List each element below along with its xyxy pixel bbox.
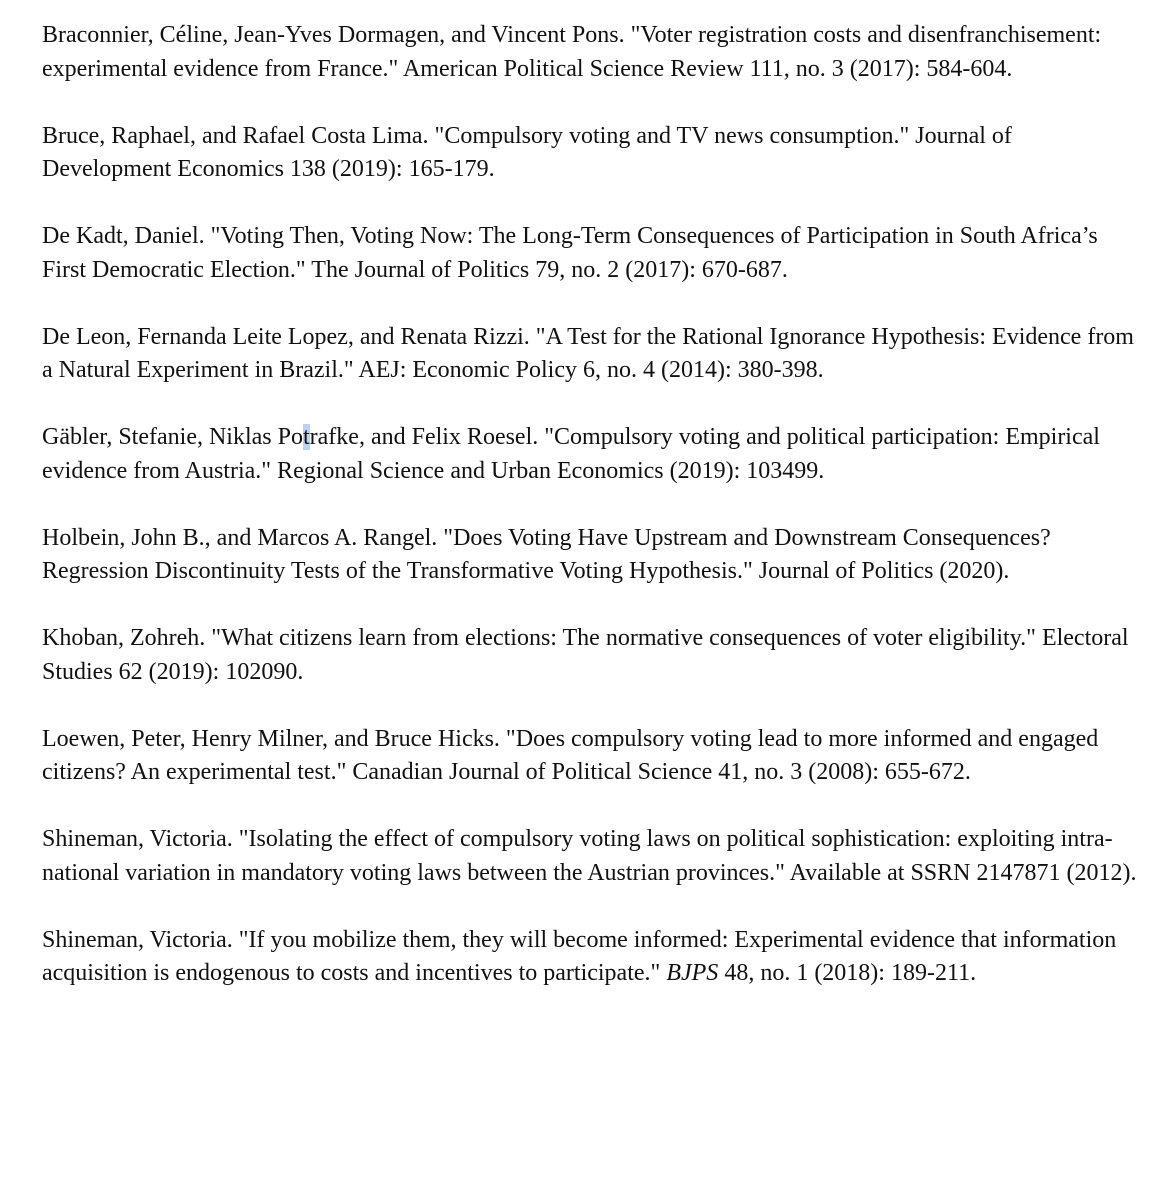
text-selection-highlight[interactable]: t <box>302 424 310 450</box>
reference-holbein-2020[interactable]: Holbein, John B., and Marcos A. Rangel. "Does Voting Have Upstream and Downstream Consequences? Regression Discontinuity Tests of the Transformative Voting Hypothesis." Journal of Politics (2020). <box>42 524 1051 584</box>
reference-text-before-selection: Gäbler, Stefanie, Niklas Po <box>42 424 303 450</box>
reference-text-tail: 48, no. 1 (2018): 189-211. <box>718 960 977 986</box>
reference-loewen-2008[interactable]: Loewen, Peter, Henry Milner, and Bruce Hicks. "Does compulsory voting lead to more informed and engaged citizens? An experimental test." Canadian Journal of Political Science 41, no. 3 (2008): 655-672. <box>42 725 1099 785</box>
reference-de-leon-2014[interactable]: De Leon, Fernanda Leite Lopez, and Renata Rizzi. "A Test for the Rational Ignorance Hypothesis: Evidence from a Natural Experiment in Brazil." AEJ: Economic Policy 6, no. 4 (2014): 380-398. <box>42 323 1134 383</box>
reference-gabler-2019[interactable] <box>42 421 1142 488</box>
reference-khoban-2019[interactable]: Khoban, Zohreh. "What citizens learn from elections: The normative consequences of voter eligibility." Electoral Studies 62 (2019): 102090. <box>42 625 1129 685</box>
reference-list <box>42 19 1142 1024</box>
reference-bruce-2019[interactable]: Bruce, Raphael, and Rafael Costa Lima. "Compulsory voting and TV news consumption." Journal of Development Economics 138 (2019): 165-179. <box>42 122 1012 182</box>
reference-braconnier-2017[interactable]: Braconnier, Céline, Jean-Yves Dormagen, and Vincent Pons. "Voter registration costs and disenfranchisement: experimental evidence from France." American Political Science Review 111, no. 3 (2017): 584-604. <box>42 22 1102 82</box>
reference-text: Shineman, Victoria. "If you mobilize them, they will become informed: Experimental evidence that information acquisition is endogenous to costs and incentives to participate." <box>42 926 1117 986</box>
reference-shineman-2012[interactable]: Shineman, Victoria. "Isolating the effect of compulsory voting laws on political sophistication: exploiting intra-national variation in mandatory voting laws between the Austrian provinces." Available at SSRN 2147871 (2012). <box>42 826 1137 886</box>
reference-shineman-2018[interactable] <box>42 924 1142 991</box>
reference-text-after-selection: rafke, and Felix Roesel. "Compulsory voting and political participation: Empirical evidence from Austria." Regional Science and Urban Economics (2019): 103499. <box>42 424 1100 484</box>
journal-abbreviation: BJPS <box>666 960 719 986</box>
reference-de-kadt-2017[interactable]: De Kadt, Daniel. "Voting Then, Voting Now: The Long-Term Consequences of Participation in South Africa’s First Democratic Election." The Journal of Politics 79, no. 2 (2017): 670-687. <box>42 223 1098 283</box>
